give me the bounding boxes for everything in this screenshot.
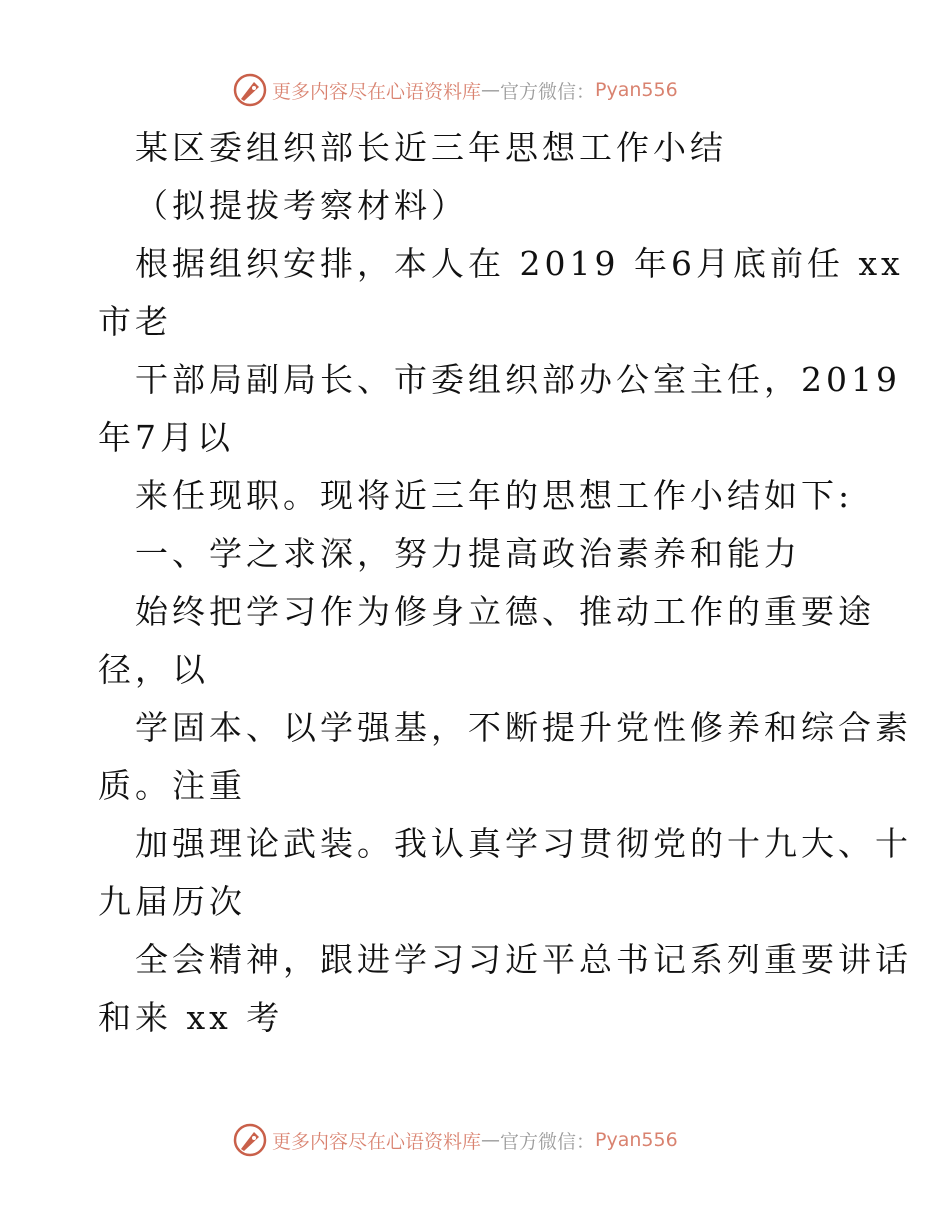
watermark-id: Pyan556 — [595, 79, 678, 101]
footer-watermark — [232, 1122, 678, 1158]
paragraph-line: 干部局副局长、市委组织部办公室主任，2019 — [135, 360, 901, 399]
paragraph-line: 全会精神，跟进学习习近平总书记系列重要讲话 — [135, 940, 912, 979]
paragraph-line: 质。注重 — [98, 766, 246, 805]
watermark-id: Pyan556 — [595, 1129, 678, 1151]
watermark-suffix: 官方微信： — [500, 80, 596, 103]
paragraph-line: 和来 xx 考 — [98, 998, 284, 1037]
paragraph-line: 根据组织安排，本人在 2019 年6月底前任 xx — [135, 244, 904, 283]
watermark-text: 更多内容尽在心语资料库 — [272, 1130, 482, 1153]
paragraph-line: 来任现职。现将近三年的思想工作小结如下: — [135, 476, 854, 515]
watermark-suffix: 官方微信： — [500, 1130, 596, 1153]
paragraph-line: 学固本、以学强基，不断提升党性修养和综合素 — [135, 708, 912, 747]
watermark-text: 更多内容尽在心语资料库 — [272, 80, 482, 103]
paragraph-line: 市老 — [98, 302, 172, 341]
paragraph-line: 径，以 — [98, 650, 209, 689]
watermark-dash: — — [481, 79, 501, 101]
pen-nib-logo-icon — [232, 72, 268, 108]
watermark-dash: — — [481, 1129, 501, 1151]
section-heading: 一、学之求深，努力提高政治素养和能力 — [135, 534, 801, 573]
paragraph-line: 年7月以 — [98, 418, 234, 457]
document-title: 某区委组织部长近三年思想工作小结 — [135, 128, 727, 167]
paragraph-line: 九届历次 — [98, 882, 246, 921]
pen-nib-logo-icon — [232, 1122, 268, 1158]
header-watermark — [232, 72, 678, 108]
paragraph-line: 始终把学习作为修身立德、推动工作的重要途 — [135, 592, 875, 631]
document-subtitle: （拟提拔考察材料） — [135, 186, 468, 225]
paragraph-line: 加强理论武装。我认真学习贯彻党的十九大、十 — [135, 824, 912, 863]
